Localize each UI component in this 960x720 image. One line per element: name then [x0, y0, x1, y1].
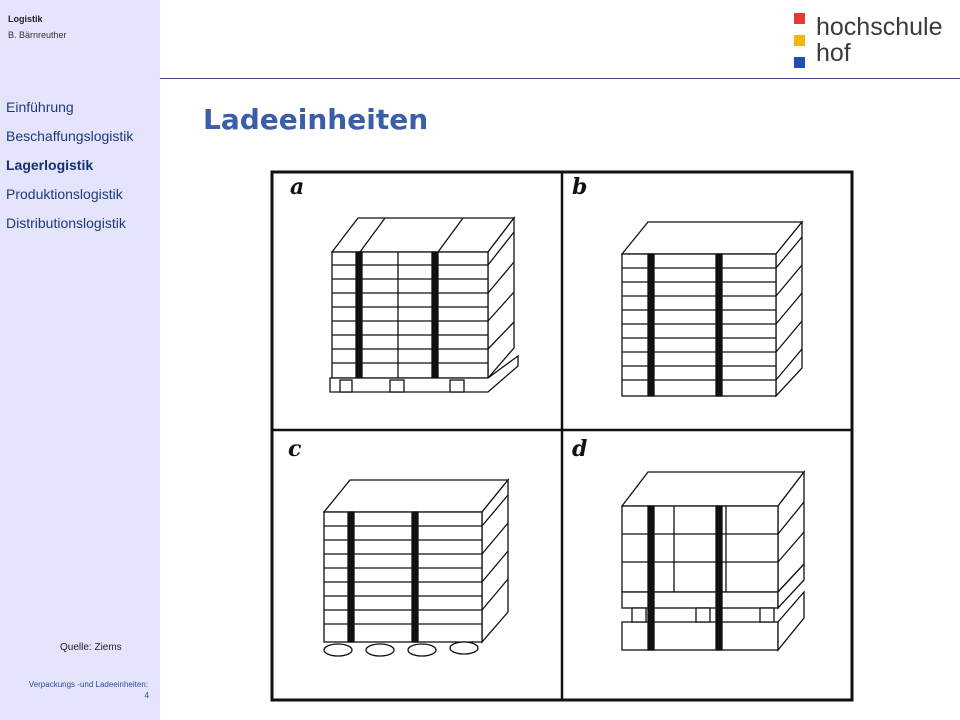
panel-b-drawing — [622, 222, 802, 396]
nav-item-lagerlogistik[interactable]: Lagerlogistik — [6, 157, 94, 173]
logo-text-line2: hof — [816, 39, 851, 67]
panel-label-c: c — [288, 436, 302, 462]
panel-d-drawing — [622, 472, 804, 650]
course-title: Logistik — [8, 14, 43, 24]
logo-square-yellow — [794, 35, 805, 46]
nav-item-produktionslogistik[interactable]: Produktionslogistik — [6, 186, 123, 202]
author: B. Bärnreuther — [8, 30, 67, 40]
nav-item-distributionslogistik[interactable]: Distributionslogistik — [6, 215, 126, 231]
sidebar — [0, 0, 160, 720]
panel-c-drawing — [324, 480, 508, 656]
nav-item-einfuehrung[interactable]: Einführung — [6, 99, 74, 115]
hochschule-hof-logo — [794, 13, 954, 73]
panel-label-a: a — [290, 174, 305, 200]
panel-label-b: b — [572, 174, 588, 200]
logo-text-line1: hochschule — [816, 13, 943, 41]
nav-item-beschaffungslogistik[interactable]: Beschaffungslogistik — [6, 128, 134, 144]
source-note: Quelle: Ziems — [60, 642, 122, 653]
page-number: 4 — [144, 691, 149, 700]
logo-square-blue — [794, 57, 805, 68]
slide-title: Ladeeinheiten — [203, 103, 429, 136]
panel-a-drawing — [330, 218, 518, 392]
logo-square-red — [794, 13, 805, 24]
footer-section-label: Verpackungs -und Ladeeinheiten: — [28, 680, 148, 689]
panel-label-d: d — [572, 436, 588, 462]
header-rule — [160, 78, 960, 79]
section-nav — [6, 97, 133, 242]
load-units-figure — [270, 160, 860, 712]
